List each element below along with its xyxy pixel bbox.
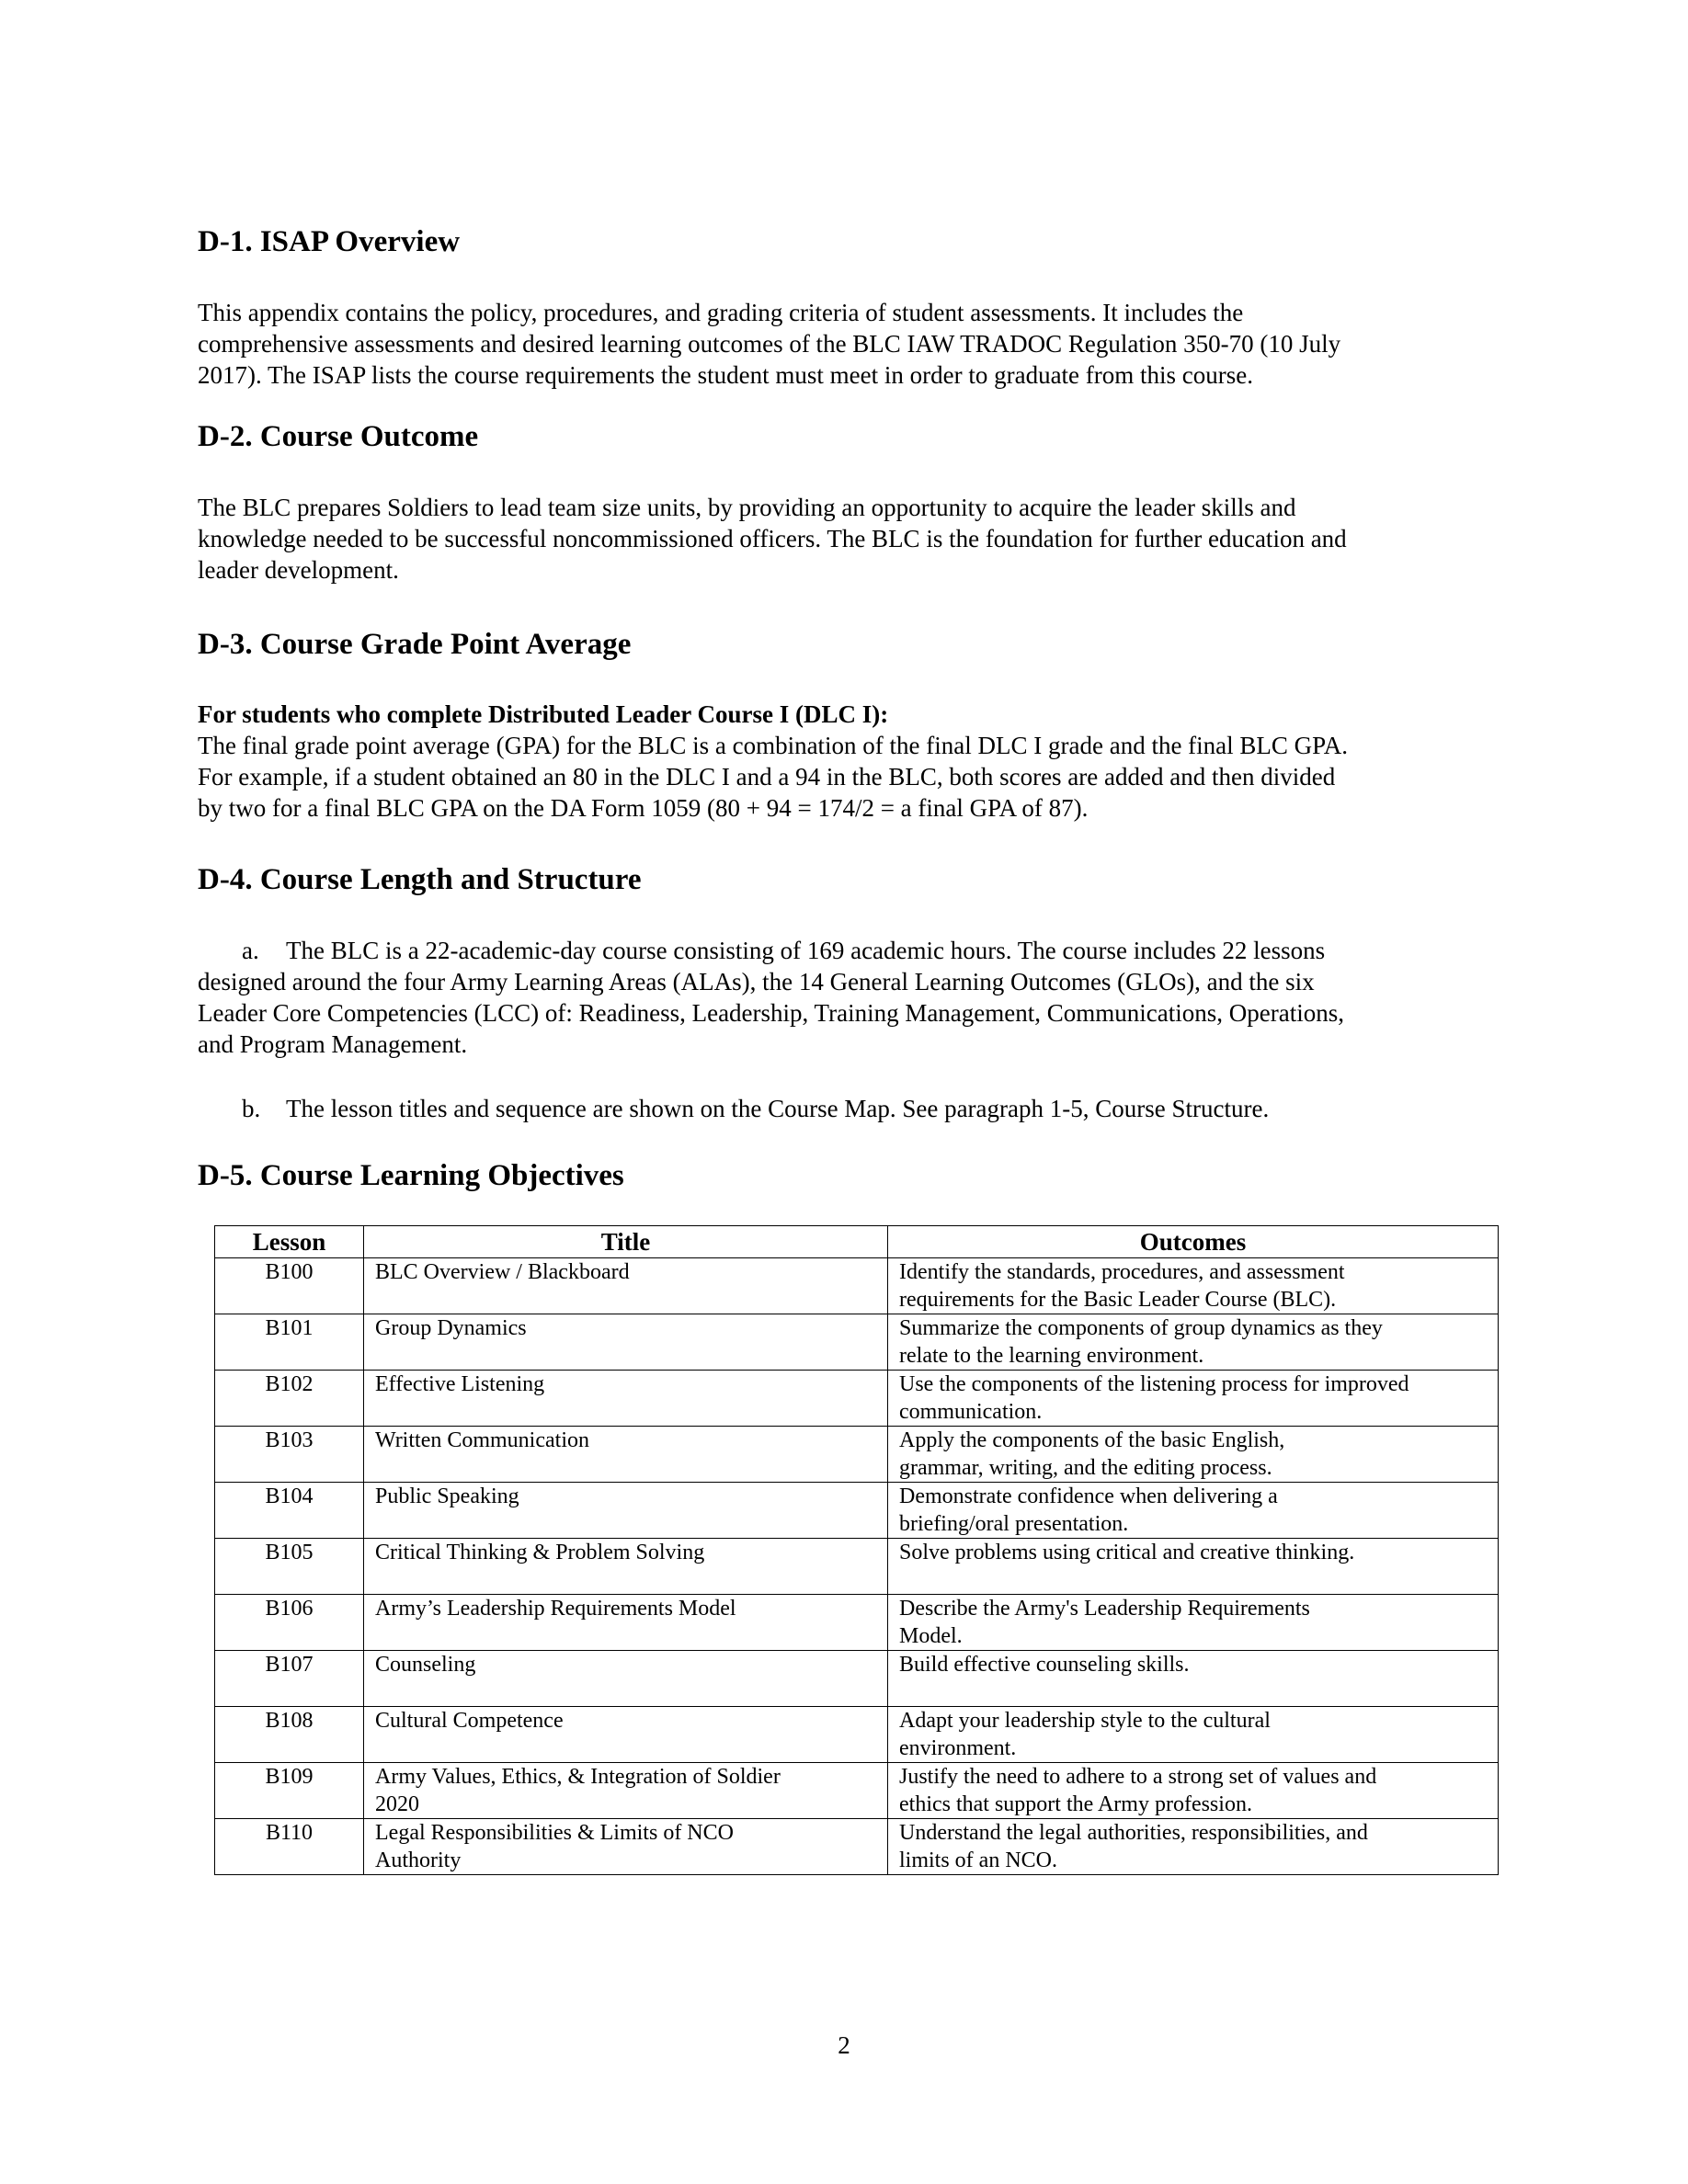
- paragraph-d3: [198, 699, 1348, 824]
- table-row: [215, 1651, 1499, 1707]
- lesson-title-cell: [364, 1483, 888, 1539]
- lesson-code-cell: B106: [215, 1595, 364, 1651]
- lesson-outcome-cell: [888, 1707, 1499, 1763]
- lesson-outcome-line: limits of an NCO.: [899, 1848, 1057, 1872]
- lesson-title-cell: [364, 1314, 888, 1371]
- paragraph-d2: [198, 492, 1347, 586]
- lesson-outcome-cell: [888, 1258, 1499, 1314]
- lesson-outcome-line: Build effective counseling skills.: [899, 1653, 1190, 1677]
- lesson-title-cell: [364, 1258, 888, 1314]
- lesson-title-line: Written Communication: [375, 1428, 589, 1452]
- lesson-code-cell: B101: [215, 1314, 364, 1371]
- lesson-outcome-line: Solve problems using critical and creative thinking.: [899, 1541, 1355, 1564]
- lesson-outcome-line: briefing/oral presentation.: [899, 1512, 1129, 1536]
- paragraph-line: The final grade point average (GPA) for the BLC is a combination of the final DLC I grade and the final BLC GPA.: [198, 732, 1348, 759]
- lesson-title-line: Counseling: [375, 1653, 476, 1677]
- lesson-outcome-line: Justify the need to adhere to a strong set of values and: [899, 1765, 1377, 1789]
- lesson-title-line: 2020: [375, 1792, 419, 1816]
- paragraph-line: by two for a final BLC GPA on the DA Form 1059 (80 + 94 = 174/2 = a final GPA of 87).: [198, 794, 1089, 822]
- lesson-outcome-cell: [888, 1427, 1499, 1483]
- lesson-title-line: Critical Thinking & Problem Solving: [375, 1541, 705, 1564]
- lesson-outcome-cell: [888, 1539, 1499, 1595]
- lesson-outcome-cell: [888, 1371, 1499, 1427]
- lesson-outcome-line: Summarize the components of group dynamics as they: [899, 1316, 1383, 1340]
- paragraph-line: This appendix contains the policy, procedures, and grading criteria of student assessments. It includes the: [198, 299, 1244, 326]
- paragraph-line: comprehensive assessments and desired learning outcomes of the BLC IAW TRADOC Regulation 350-70 (10 July: [198, 330, 1341, 358]
- paragraph-line: leader development.: [198, 556, 399, 584]
- section-heading-d5: D-5. Course Learning Objectives: [198, 1159, 624, 1192]
- lesson-title-cell: [364, 1595, 888, 1651]
- lesson-code-cell: B110: [215, 1819, 364, 1875]
- table-row: [215, 1819, 1499, 1875]
- lesson-outcome-cell: [888, 1314, 1499, 1371]
- lesson-title-cell: [364, 1707, 888, 1763]
- column-header-title: Title: [364, 1226, 888, 1258]
- table-row: [215, 1483, 1499, 1539]
- paragraph-line: For example, if a student obtained an 80 in the DLC I and a 94 in the BLC, both scores are added and then divided: [198, 763, 1336, 791]
- section-heading-d4: D-4. Course Length and Structure: [198, 863, 642, 896]
- lesson-title-line: Group Dynamics: [375, 1316, 527, 1340]
- paragraph-line: The BLC prepares Soldiers to lead team size units, by providing an opportunity to acquire the leader skills and: [198, 494, 1296, 521]
- table-row: [215, 1707, 1499, 1763]
- section-heading-d2: D-2. Course Outcome: [198, 420, 479, 453]
- lesson-code-cell: B105: [215, 1539, 364, 1595]
- section-heading-d3: D-3. Course Grade Point Average: [198, 628, 632, 661]
- lesson-outcome-line: Adapt your leadership style to the cultural: [899, 1709, 1271, 1733]
- paragraph-line: knowledge needed to be successful noncommissioned officers. The BLC is the foundation for further education and: [198, 525, 1347, 552]
- lesson-outcome-line: Use the components of the listening process for improved: [899, 1372, 1409, 1396]
- page-number: 2: [838, 2031, 850, 2059]
- lesson-outcome-cell: [888, 1651, 1499, 1707]
- paragraph-line: 2017). The ISAP lists the course requirements the student must meet in order to graduate from this course.: [198, 361, 1254, 389]
- column-header-lesson: Lesson: [215, 1226, 364, 1258]
- lesson-title-line: Army’s Leadership Requirements Model: [375, 1597, 736, 1621]
- lesson-code-cell: B109: [215, 1763, 364, 1819]
- lesson-outcome-cell: [888, 1819, 1499, 1875]
- lesson-code-cell: B103: [215, 1427, 364, 1483]
- lesson-outcome-cell: [888, 1483, 1499, 1539]
- lesson-outcome-cell: [888, 1763, 1499, 1819]
- lesson-title-cell: [364, 1651, 888, 1707]
- paragraph-d4-b: [198, 1093, 1269, 1124]
- lesson-code-cell: B102: [215, 1371, 364, 1427]
- lesson-title-line: Authority: [375, 1848, 462, 1872]
- lesson-outcome-line: requirements for the Basic Leader Course (BLC).: [899, 1288, 1337, 1312]
- paragraph-line: Leader Core Competencies (LCC) of: Readiness, Leadership, Training Management, Communications, Operations,: [198, 999, 1344, 1027]
- column-header-outcomes: Outcomes: [888, 1226, 1499, 1258]
- lesson-outcome-line: relate to the learning environment.: [899, 1344, 1204, 1368]
- list-marker: a.: [242, 937, 259, 964]
- paragraph-line: designed around the four Army Learning Areas (ALAs), the 14 General Learning Outcomes (GLOs), and the six: [198, 968, 1315, 995]
- lesson-outcome-line: communication.: [899, 1400, 1043, 1424]
- lesson-code-cell: B107: [215, 1651, 364, 1707]
- section-heading-d1: D-1. ISAP Overview: [198, 225, 461, 258]
- lesson-title-cell: [364, 1539, 888, 1595]
- lesson-code-cell: B108: [215, 1707, 364, 1763]
- list-marker: b.: [242, 1095, 261, 1122]
- table-body: [215, 1258, 1499, 1875]
- learning-objectives-table: [214, 1225, 1499, 1875]
- paragraph-line: [198, 1093, 1269, 1124]
- lesson-outcome-line: Model.: [899, 1624, 963, 1648]
- table-row: [215, 1539, 1499, 1595]
- table-row: [215, 1427, 1499, 1483]
- lesson-outcome-cell: [888, 1595, 1499, 1651]
- lesson-title-cell: [364, 1819, 888, 1875]
- table-row: [215, 1371, 1499, 1427]
- lesson-title-line: Cultural Competence: [375, 1709, 564, 1733]
- paragraph-d1: [198, 297, 1340, 391]
- lesson-title-cell: [364, 1763, 888, 1819]
- lesson-title-line: Legal Responsibilities & Limits of NCO: [375, 1821, 734, 1845]
- paragraph-d4-a: [198, 935, 1344, 1060]
- lesson-outcome-line: ethics that support the Army profession.: [899, 1792, 1252, 1816]
- lesson-code-cell: B100: [215, 1258, 364, 1314]
- table-row: [215, 1763, 1499, 1819]
- paragraph-line: [198, 935, 1344, 966]
- lesson-title-cell: [364, 1427, 888, 1483]
- lesson-outcome-line: Describe the Army's Leadership Requirements: [899, 1597, 1310, 1621]
- paragraph-line: and Program Management.: [198, 1030, 468, 1058]
- lesson-outcome-line: Identify the standards, procedures, and assessment: [899, 1260, 1345, 1284]
- lesson-outcome-line: environment.: [899, 1736, 1017, 1760]
- lesson-outcome-line: Apply the components of the basic English,: [899, 1428, 1285, 1452]
- lesson-title-line: BLC Overview / Blackboard: [375, 1260, 630, 1284]
- lesson-title-line: Effective Listening: [375, 1372, 545, 1396]
- paragraph-text: The BLC is a 22-academic-day course consisting of 169 academic hours. The course includes 22 lessons: [286, 937, 1326, 964]
- lesson-outcome-line: Demonstrate confidence when delivering a: [899, 1484, 1278, 1508]
- lesson-title-line: Army Values, Ethics, & Integration of Soldier: [375, 1765, 781, 1789]
- table-row: [215, 1595, 1499, 1651]
- lesson-code-cell: B104: [215, 1483, 364, 1539]
- table-header-row: [215, 1226, 1499, 1258]
- table-row: [215, 1258, 1499, 1314]
- lesson-title-line: Public Speaking: [375, 1484, 519, 1508]
- lesson-outcome-line: grammar, writing, and the editing process.: [899, 1456, 1272, 1480]
- subheading-dlc: For students who complete Distributed Leader Course I (DLC I):: [198, 700, 889, 728]
- table-row: [215, 1314, 1499, 1371]
- paragraph-text: The lesson titles and sequence are shown on the Course Map. See paragraph 1-5, Course Structure.: [286, 1095, 1270, 1122]
- lesson-outcome-line: Understand the legal authorities, responsibilities, and: [899, 1821, 1368, 1845]
- lesson-title-cell: [364, 1371, 888, 1427]
